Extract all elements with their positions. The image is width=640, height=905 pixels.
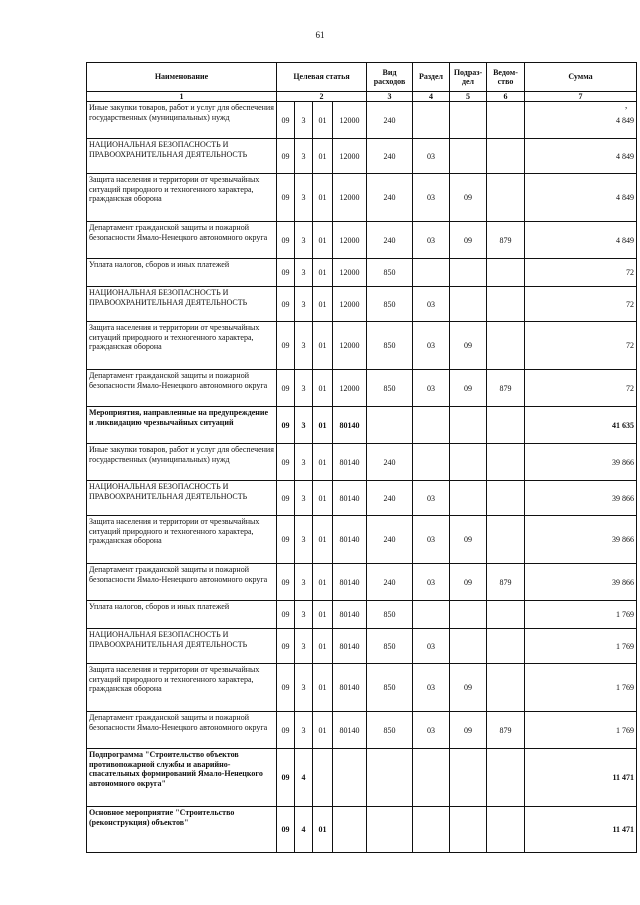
- table-row: [87, 259, 637, 287]
- cell-summa: 11 471: [525, 749, 637, 807]
- code-program: 09: [277, 749, 295, 807]
- table-row: [87, 601, 637, 629]
- cell-razdel: 03: [413, 174, 450, 222]
- code-direction: 80140: [333, 629, 367, 664]
- cell-vid: 850: [367, 601, 413, 629]
- table-row: [87, 222, 637, 259]
- cell-summa: 39 866: [525, 481, 637, 516]
- cell-podrazdel: 09: [450, 516, 487, 564]
- table-row: [87, 322, 637, 370]
- code-program: 09: [277, 516, 295, 564]
- code-event: 01: [313, 287, 333, 322]
- code-event: 01: [313, 174, 333, 222]
- col-num: 7: [525, 92, 637, 102]
- col-num: 5: [450, 92, 487, 102]
- cell-vedom: [487, 481, 525, 516]
- row-name: Департамент гражданской защиты и пожарной безопасности Ямало-Ненецкого автономного округа: [87, 564, 277, 601]
- cell-vid: 850: [367, 287, 413, 322]
- cell-razdel: [413, 601, 450, 629]
- cell-vedom: [487, 749, 525, 807]
- cell-razdel: 03: [413, 516, 450, 564]
- code-event: 01: [313, 370, 333, 407]
- code-subprogram: 3: [295, 564, 313, 601]
- table-row: [87, 629, 637, 664]
- code-program: 09: [277, 601, 295, 629]
- code-event: 01: [313, 564, 333, 601]
- col-num: 2: [277, 92, 367, 102]
- cell-vedom: 879: [487, 370, 525, 407]
- header-target: Целевая статья: [277, 63, 367, 92]
- cell-podrazdel: 09: [450, 664, 487, 712]
- code-event: 01: [313, 444, 333, 481]
- row-name: Защита населения и территории от чрезвычайных ситуаций природного и техногенного характера, гражданская оборона: [87, 516, 277, 564]
- cell-razdel: [413, 749, 450, 807]
- code-program: 09: [277, 222, 295, 259]
- code-subprogram: 3: [295, 139, 313, 174]
- table-row: [87, 807, 637, 853]
- code-subprogram: 3: [295, 712, 313, 749]
- code-direction: 12000: [333, 259, 367, 287]
- cell-podrazdel: [450, 601, 487, 629]
- cell-razdel: 03: [413, 481, 450, 516]
- cell-vid: 850: [367, 629, 413, 664]
- code-program: 09: [277, 102, 295, 139]
- cell-summa: 41 635: [525, 407, 637, 444]
- cell-summa: 72: [525, 287, 637, 322]
- code-program: 09: [277, 664, 295, 712]
- cell-vid: 850: [367, 370, 413, 407]
- table-row: [87, 749, 637, 807]
- margin-mark: ,: [625, 100, 628, 110]
- col-num: 1: [87, 92, 277, 102]
- cell-summa: 39 866: [525, 564, 637, 601]
- code-event: 01: [313, 807, 333, 853]
- code-program: 09: [277, 629, 295, 664]
- cell-vid: 240: [367, 516, 413, 564]
- cell-summa: 1 769: [525, 601, 637, 629]
- code-direction: 80140: [333, 601, 367, 629]
- code-event: 01: [313, 712, 333, 749]
- code-direction: 80140: [333, 516, 367, 564]
- cell-podrazdel: 09: [450, 322, 487, 370]
- col-num: 4: [413, 92, 450, 102]
- cell-razdel: 03: [413, 222, 450, 259]
- header-podrazdel: Подраз-дел: [450, 63, 487, 92]
- cell-podrazdel: 09: [450, 222, 487, 259]
- code-subprogram: 4: [295, 807, 313, 853]
- code-subprogram: 3: [295, 322, 313, 370]
- code-subprogram: 4: [295, 749, 313, 807]
- code-program: 09: [277, 481, 295, 516]
- cell-podrazdel: [450, 139, 487, 174]
- code-subprogram: 3: [295, 444, 313, 481]
- cell-podrazdel: [450, 481, 487, 516]
- cell-razdel: 03: [413, 370, 450, 407]
- code-direction: 12000: [333, 322, 367, 370]
- table-row: [87, 407, 637, 444]
- cell-vid: 240: [367, 481, 413, 516]
- code-program: 09: [277, 712, 295, 749]
- cell-vid: 240: [367, 102, 413, 139]
- code-direction: 12000: [333, 370, 367, 407]
- cell-summa: 39 866: [525, 444, 637, 481]
- code-direction: 80140: [333, 712, 367, 749]
- code-direction: 12000: [333, 139, 367, 174]
- code-event: [313, 749, 333, 807]
- cell-summa: 72: [525, 322, 637, 370]
- header-summa: Сумма: [525, 63, 637, 92]
- code-subprogram: 3: [295, 407, 313, 444]
- row-name: НАЦИОНАЛЬНАЯ БЕЗОПАСНОСТЬ И ПРАВООХРАНИТЕЛЬНАЯ ДЕЯТЕЛЬНОСТЬ: [87, 139, 277, 174]
- cell-summa: 4 849: [525, 174, 637, 222]
- row-name: Мероприятия, направленные на предупреждение и ликвидацию чрезвычайных ситуаций: [87, 407, 277, 444]
- row-name: Иные закупки товаров, работ и услуг для обеспечения государственных (муниципальных) нужд: [87, 102, 277, 139]
- code-event: 01: [313, 139, 333, 174]
- table-row: [87, 370, 637, 407]
- cell-vid: 240: [367, 174, 413, 222]
- code-subprogram: 3: [295, 516, 313, 564]
- cell-razdel: 03: [413, 664, 450, 712]
- table-row: [87, 139, 637, 174]
- code-direction: 12000: [333, 287, 367, 322]
- code-subprogram: 3: [295, 287, 313, 322]
- code-event: 01: [313, 516, 333, 564]
- cell-vid: 240: [367, 139, 413, 174]
- cell-razdel: 03: [413, 139, 450, 174]
- cell-summa: 1 769: [525, 664, 637, 712]
- cell-razdel: 03: [413, 712, 450, 749]
- cell-podrazdel: [450, 807, 487, 853]
- table-row: [87, 102, 637, 139]
- page-number: 61: [315, 30, 325, 40]
- cell-summa: 11 471: [525, 807, 637, 853]
- code-direction: 12000: [333, 222, 367, 259]
- row-name: Защита населения и территории от чрезвычайных ситуаций природного и техногенного характера, гражданская оборона: [87, 322, 277, 370]
- code-direction: [333, 749, 367, 807]
- row-name: Департамент гражданской защиты и пожарной безопасности Ямало-Ненецкого автономного округа: [87, 712, 277, 749]
- code-program: 09: [277, 807, 295, 853]
- row-name: Департамент гражданской защиты и пожарной безопасности Ямало-Ненецкого автономного округа: [87, 370, 277, 407]
- code-direction: 12000: [333, 102, 367, 139]
- code-direction: 80140: [333, 407, 367, 444]
- cell-podrazdel: 09: [450, 564, 487, 601]
- code-program: 09: [277, 407, 295, 444]
- cell-summa: 4 849: [525, 222, 637, 259]
- code-subprogram: 3: [295, 222, 313, 259]
- cell-podrazdel: [450, 259, 487, 287]
- cell-vedom: 879: [487, 712, 525, 749]
- code-direction: 80140: [333, 444, 367, 481]
- code-direction: 80140: [333, 664, 367, 712]
- code-program: 09: [277, 444, 295, 481]
- table-row: [87, 712, 637, 749]
- cell-podrazdel: [450, 407, 487, 444]
- table-row: [87, 174, 637, 222]
- cell-vedom: [487, 259, 525, 287]
- cell-summa: 39 866: [525, 516, 637, 564]
- header-number-row: [87, 92, 637, 102]
- code-program: 09: [277, 174, 295, 222]
- code-program: 09: [277, 259, 295, 287]
- code-program: 09: [277, 139, 295, 174]
- row-name: Защита населения и территории от чрезвычайных ситуаций природного и техногенного характера, гражданская оборона: [87, 664, 277, 712]
- code-program: 09: [277, 287, 295, 322]
- code-subprogram: 3: [295, 370, 313, 407]
- table-row: [87, 444, 637, 481]
- cell-vedom: [487, 322, 525, 370]
- row-name: Защита населения и территории от чрезвычайных ситуаций природного и техногенного характера, гражданская оборона: [87, 174, 277, 222]
- code-direction: 80140: [333, 564, 367, 601]
- row-name: Иные закупки товаров, работ и услуг для обеспечения государственных (муниципальных) нужд: [87, 444, 277, 481]
- code-event: 01: [313, 322, 333, 370]
- header-razdel: Раздел: [413, 63, 450, 92]
- cell-vedom: [487, 664, 525, 712]
- header-vid: Вид расходов: [367, 63, 413, 92]
- code-event: 01: [313, 664, 333, 712]
- table-row: [87, 664, 637, 712]
- header-row: [87, 63, 637, 92]
- col-num: 3: [367, 92, 413, 102]
- code-event: 01: [313, 259, 333, 287]
- cell-vedom: [487, 174, 525, 222]
- table-row: [87, 481, 637, 516]
- table-row: [87, 287, 637, 322]
- code-event: 01: [313, 629, 333, 664]
- cell-summa: 72: [525, 259, 637, 287]
- row-name: НАЦИОНАЛЬНАЯ БЕЗОПАСНОСТЬ И ПРАВООХРАНИТЕЛЬНАЯ ДЕЯТЕЛЬНОСТЬ: [87, 481, 277, 516]
- cell-vedom: [487, 287, 525, 322]
- cell-vedom: [487, 807, 525, 853]
- cell-vid: [367, 749, 413, 807]
- code-program: 09: [277, 370, 295, 407]
- cell-vedom: [487, 601, 525, 629]
- budget-table: [86, 62, 637, 853]
- code-subprogram: 3: [295, 601, 313, 629]
- cell-razdel: [413, 102, 450, 139]
- cell-vid: 240: [367, 564, 413, 601]
- row-name: Подпрограмма "Строительство объектов противопожарной службы и аварийно-спасательных формирований Ямало-Ненецкого автономного округа": [87, 749, 277, 807]
- code-event: 01: [313, 222, 333, 259]
- cell-razdel: 03: [413, 564, 450, 601]
- code-direction: 80140: [333, 481, 367, 516]
- cell-vid: 240: [367, 444, 413, 481]
- cell-podrazdel: [450, 629, 487, 664]
- cell-vid: 850: [367, 664, 413, 712]
- cell-podrazdel: [450, 749, 487, 807]
- cell-vedom: [487, 407, 525, 444]
- code-program: 09: [277, 564, 295, 601]
- cell-vedom: [487, 444, 525, 481]
- cell-vedom: 879: [487, 564, 525, 601]
- cell-vedom: [487, 516, 525, 564]
- cell-vedom: [487, 102, 525, 139]
- cell-vid: 850: [367, 322, 413, 370]
- cell-summa: 4 849: [525, 102, 637, 139]
- code-subprogram: 3: [295, 664, 313, 712]
- header-vedom: Ведом-ство: [487, 63, 525, 92]
- cell-vid: 850: [367, 712, 413, 749]
- cell-vedom: [487, 629, 525, 664]
- cell-summa: 72: [525, 370, 637, 407]
- cell-podrazdel: [450, 444, 487, 481]
- code-subprogram: 3: [295, 629, 313, 664]
- cell-summa: 4 849: [525, 139, 637, 174]
- cell-vid: [367, 407, 413, 444]
- table-row: [87, 564, 637, 601]
- cell-razdel: 03: [413, 322, 450, 370]
- cell-podrazdel: 09: [450, 712, 487, 749]
- row-name: Департамент гражданской защиты и пожарной безопасности Ямало-Ненецкого автономного округа: [87, 222, 277, 259]
- cell-podrazdel: [450, 287, 487, 322]
- code-direction: 12000: [333, 174, 367, 222]
- cell-vid: 240: [367, 222, 413, 259]
- row-name: Основное мероприятие "Строительство (реконструкция) объектов": [87, 807, 277, 853]
- code-direction: [333, 807, 367, 853]
- cell-razdel: [413, 259, 450, 287]
- cell-razdel: [413, 807, 450, 853]
- row-name: НАЦИОНАЛЬНАЯ БЕЗОПАСНОСТЬ И ПРАВООХРАНИТЕЛЬНАЯ ДЕЯТЕЛЬНОСТЬ: [87, 629, 277, 664]
- col-num: 6: [487, 92, 525, 102]
- code-event: 01: [313, 407, 333, 444]
- row-name: Уплата налогов, сборов и иных платежей: [87, 259, 277, 287]
- cell-podrazdel: 09: [450, 174, 487, 222]
- code-program: 09: [277, 322, 295, 370]
- cell-razdel: 03: [413, 629, 450, 664]
- code-event: 01: [313, 481, 333, 516]
- code-subprogram: 3: [295, 481, 313, 516]
- cell-summa: 1 769: [525, 712, 637, 749]
- cell-summa: 1 769: [525, 629, 637, 664]
- code-subprogram: 3: [295, 259, 313, 287]
- code-subprogram: 3: [295, 174, 313, 222]
- cell-podrazdel: 09: [450, 370, 487, 407]
- cell-razdel: 03: [413, 287, 450, 322]
- cell-vedom: 879: [487, 222, 525, 259]
- header-name: Наименование: [87, 63, 277, 92]
- code-event: 01: [313, 102, 333, 139]
- cell-vedom: [487, 139, 525, 174]
- code-event: 01: [313, 601, 333, 629]
- row-name: НАЦИОНАЛЬНАЯ БЕЗОПАСНОСТЬ И ПРАВООХРАНИТЕЛЬНАЯ ДЕЯТЕЛЬНОСТЬ: [87, 287, 277, 322]
- cell-razdel: [413, 444, 450, 481]
- cell-podrazdel: [450, 102, 487, 139]
- cell-vid: [367, 807, 413, 853]
- row-name: Уплата налогов, сборов и иных платежей: [87, 601, 277, 629]
- cell-vid: 850: [367, 259, 413, 287]
- code-subprogram: 3: [295, 102, 313, 139]
- table-row: [87, 516, 637, 564]
- cell-razdel: [413, 407, 450, 444]
